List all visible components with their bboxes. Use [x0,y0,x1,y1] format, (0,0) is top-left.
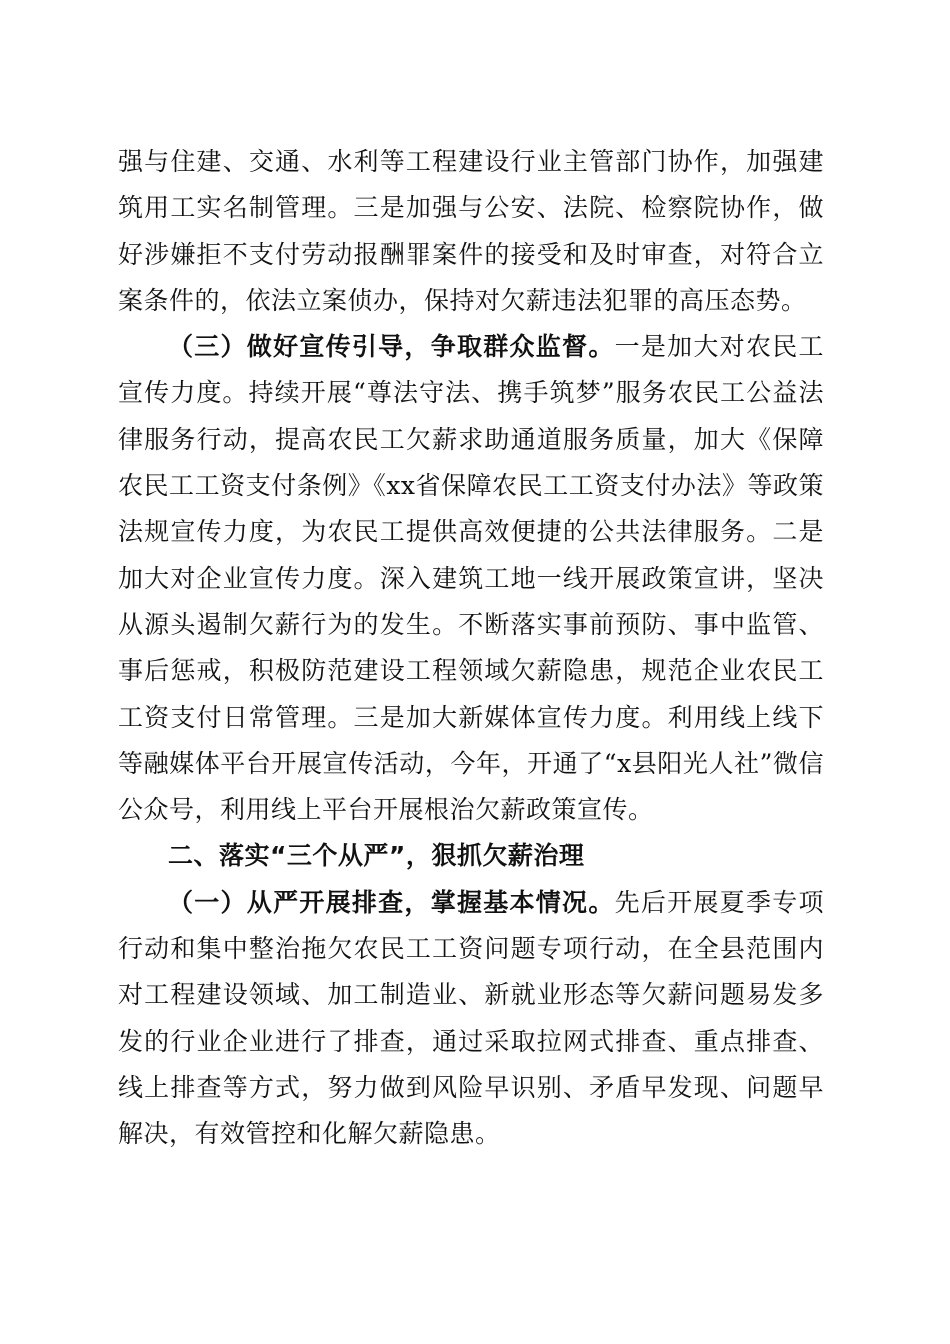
paragraph-text: 强与住建、交通、水利等工程建设行业主管部门协作，加强建筑用工实名制管理。三是加强与公安、法院、检察院协作，做好涉嫌拒不支付劳动报酬罪案件的接受和及时审查，对符合立案条件的，依法立案侦办，保持对欠薪违法犯罪的高压态势。 [118,147,824,315]
paragraph-lead: （三）做好宣传引导，争取群众监督。 [168,332,615,362]
paragraph-investigation [118,880,824,1158]
section-heading: 二、落实“三个从严”，狠抓欠薪治理 [168,841,585,871]
paragraph-continuation [118,139,824,324]
paragraph-text: 先后开展夏季专项行动和集中整治拖欠农民工工资问题专项行动，在全县范围内对工程建设领域、加工制造业、新就业形态等欠薪问题易发多发的行业企业进行了排查，通过采取拉网式排查、重点排查、线上排查等方式，努力做到风险早识别、矛盾早发现、问题早解决，有效管控和化解欠薪隐患。 [118,887,824,1149]
paragraph-lead: （一）从严开展排查，掌握基本情况。 [168,887,615,917]
paragraph-publicity [118,324,824,833]
document-body [118,139,824,1158]
paragraph-text: 一是加大对农民工宣传力度。持续开展“尊法守法、携手筑梦”服务农民工公益法律服务行动，提高农民工欠薪求助通道服务质量，加大《保障农民工工资支付条例》《xx省保障农民工工资支付办法》等政策法规宣传力度，为农民工提供高效便捷的公共法律服务。二是加大对企业宣传力度。深入建筑工地一线开展政策宣讲，坚决从源头遏制欠薪行为的发生。不断落实事前预防、事中监管、事后惩戒，积极防范建设工程领域欠薪隐患，规范企业农民工工资支付日常管理。三是加大新媒体宣传力度。利用线上线下等融媒体平台开展宣传活动，今年，开通了“x县阳光人社”微信公众号，利用线上平台开展根治欠薪政策宣传。 [118,332,824,825]
